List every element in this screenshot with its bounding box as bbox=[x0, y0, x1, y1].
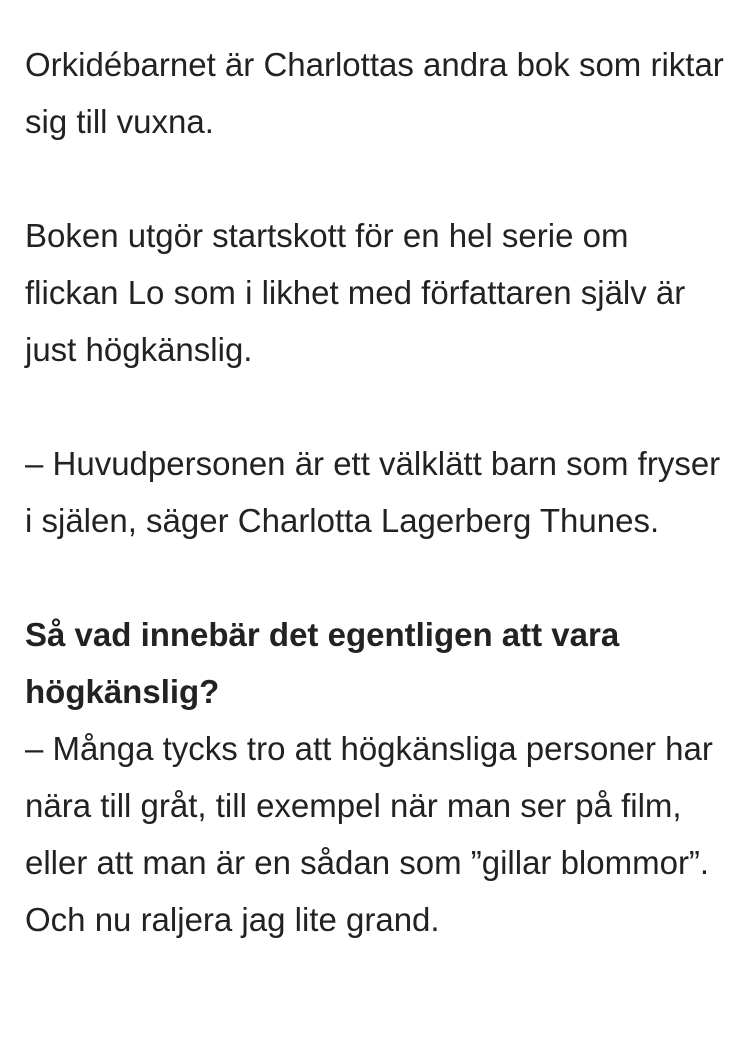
paragraph-series: Boken utgör startskott för en hel serie om flickan Lo som i likhet med författaren själv är just högkänslig. bbox=[25, 217, 686, 368]
paragraph-intro: Orkidébarnet är Charlottas andra bok som riktar sig till vuxna. bbox=[25, 46, 724, 140]
interview-answer: – Många tycks tro att högkänsliga personer har nära till gråt, till exempel när man ser på film, eller att man är en sådan som ”gillar blommor”. Och nu raljera jag lite grand. bbox=[25, 730, 713, 938]
paragraph-quote: – Huvudpersonen är ett välklätt barn som fryser i själen, säger Charlotta Lagerberg Thunes. bbox=[25, 445, 721, 539]
article-body bbox=[25, 36, 730, 948]
interview-question: Så vad innebär det egentligen att vara högkänslig? bbox=[25, 616, 620, 710]
